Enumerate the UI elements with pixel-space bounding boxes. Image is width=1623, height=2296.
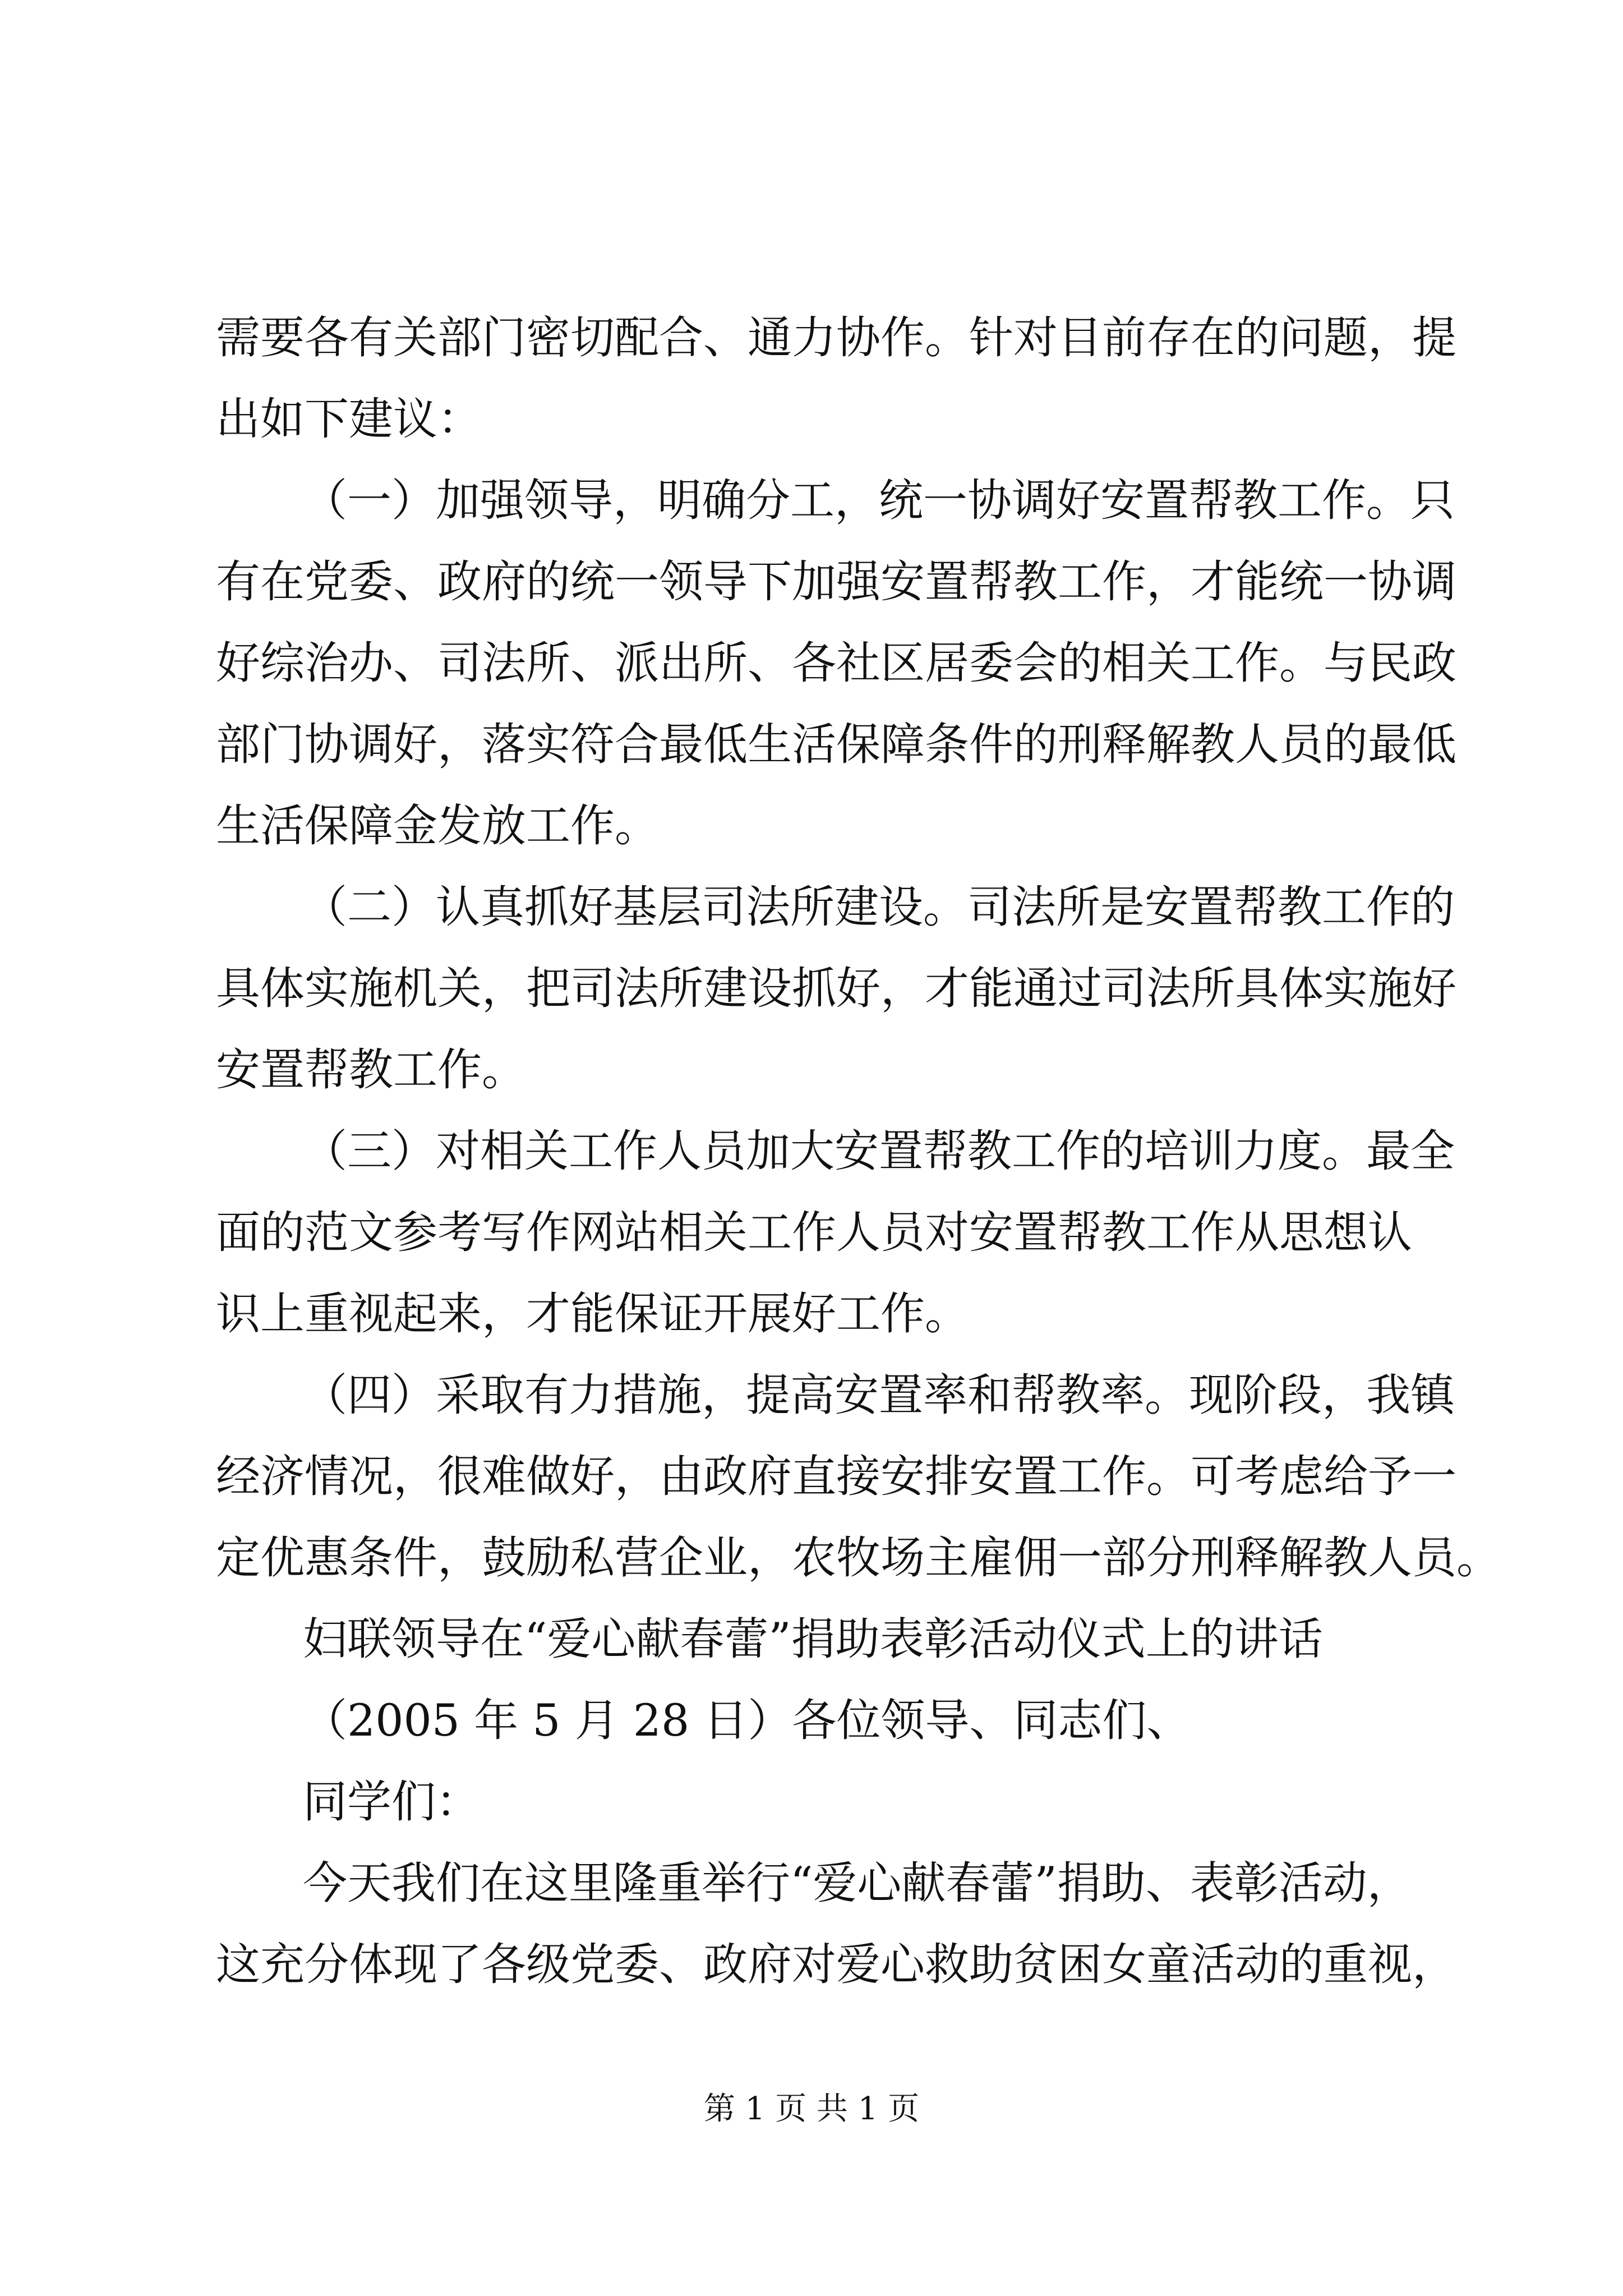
text-line-5: 好综治办、司法所、派出所、各社区居委会的相关工作。与民政 [216, 637, 1456, 689]
text-line-15: 经济情况，很难做好，由政府直接安排安置工作。可考虑给予一 [216, 1451, 1456, 1502]
text-line-12: 面的范文参考写作网站相关工作人员对安置帮教工作从思想认 [216, 1207, 1412, 1258]
text-line-7: 生活保障金发放工作。 [216, 800, 659, 852]
text-line-20: 今天我们在这里隆重举行“爱心献春蕾”捐助、表彰活动， [303, 1857, 1412, 1909]
salutation-line: 同学们： [303, 1776, 480, 1828]
text-line-11: （三）对相关工作人员加大安置帮教工作的培训力度。最全 [303, 1125, 1455, 1177]
speech-date-line: （2005 年 5 月 28 日）各位领导、同志们、 [303, 1695, 1191, 1746]
page-footer: 第 1 页 共 1 页 [703, 2091, 920, 2127]
text-line-8: （二）认真抓好基层司法所建设。司法所是安置帮教工作的 [303, 881, 1455, 933]
text-line-2: 出如下建议： [216, 393, 482, 445]
text-line-4: 有在党委、政府的统一领导下加强安置帮教工作，才能统一协调 [216, 556, 1456, 608]
text-line-3: （一）加强领导，明确分工，统一协调好安置帮教工作。只 [303, 475, 1455, 526]
text-line-13: 识上重视起来，才能保证开展好工作。 [216, 1288, 969, 1340]
speech-title: 妇联领导在“爱心献春蕾”捐助表彰活动仪式上的讲话 [303, 1613, 1323, 1665]
text-line-1: 需要各有关部门密切配合、通力协作。针对目前存在的问题，提 [216, 312, 1456, 364]
text-line-10: 安置帮教工作。 [216, 1044, 526, 1096]
text-line-21: 这充分体现了各级党委、政府对爱心救助贫困女童活动的重视， [216, 1939, 1456, 1990]
text-line-6: 部门协调好，落实符合最低生活保障条件的刑释解教人员的最低 [216, 719, 1456, 770]
text-line-9: 具体实施机关，把司法所建设抓好，才能通过司法所具体实施好 [216, 963, 1456, 1014]
text-line-14: （四）采取有力措施，提高安置率和帮教率。现阶段，我镇 [303, 1369, 1455, 1421]
text-line-16: 定优惠条件，鼓励私营企业，农牧场主雇佣一部分刑释解教人员。 [216, 1532, 1501, 1584]
